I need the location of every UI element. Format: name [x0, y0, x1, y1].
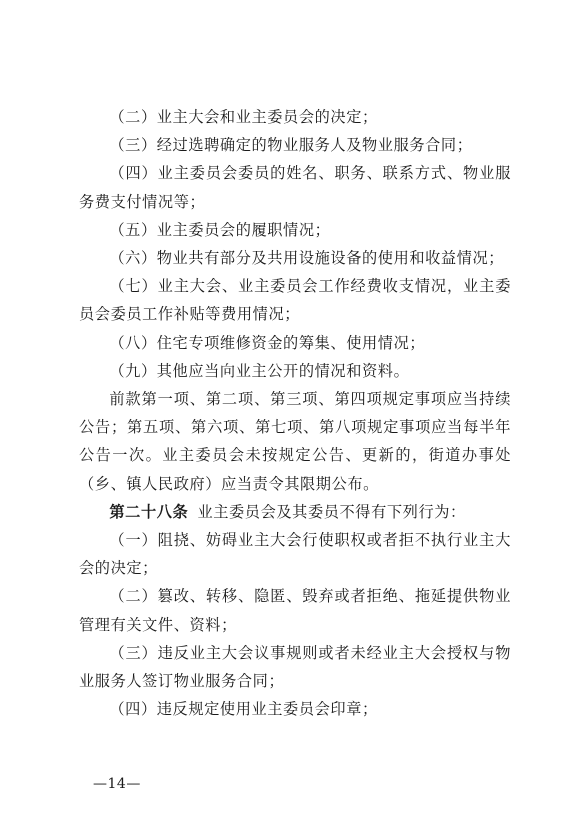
article-heading: 第二十八条	[109, 502, 189, 521]
prohibited-item-3: （三）违反业主大会议事规则或者未经业主大会授权与物业服务人签订物业服务合同；	[79, 643, 511, 691]
announcement-paragraph: 前款第一项、第二项、第三项、第四项规定事项应当持续公告；第五项、第六项、第七项、第八项规定事项应当每半年公告一次。业主委员会未按规定公告、更新的，街道办事处（乡、镇人民政府）应当责令其限期公布。	[79, 390, 511, 493]
clause-3: （三）经过选聘确定的物业服务人及物业服务合同；	[109, 136, 473, 155]
clause-7: （七）业主大会、业主委员会工作经费收支情况，业主委员会委员工作补贴等费用情况；	[79, 277, 511, 324]
page-number: —14—	[93, 776, 141, 792]
prohibited-item-4: （四）违反规定使用业主委员会印章；	[109, 700, 378, 719]
clause-2: （二）业主大会和业主委员会的决定；	[109, 108, 378, 126]
clause-6: （六）物业共有部分及共用设施设备的使用和收益情况；	[109, 249, 505, 268]
article-text: 业主委员会及其委员不得有下列行为：	[197, 502, 466, 521]
prohibited-item-1: （一）阻挠、妨碍业主大会行使职权或者拒不执行业主大会的决定；	[79, 531, 511, 578]
clause-9: （九）其他应当向业主公开的情况和资料。	[109, 361, 410, 380]
article-28	[79, 498, 511, 526]
clause-8: （八）住宅专项维修资金的筹集、使用情况；	[109, 333, 426, 352]
body-text	[79, 103, 511, 723]
prohibited-item-2: （二）篡改、转移、隐匿、毁弃或者拒绝、拖延提供物业管理有关文件、资料；	[79, 587, 511, 634]
clause-4: （四）业主委员会委员的姓名、职务、联系方式、物业服务费支付情况等；	[79, 164, 511, 211]
clause-5: （五）业主委员会的履职情况；	[109, 220, 331, 239]
